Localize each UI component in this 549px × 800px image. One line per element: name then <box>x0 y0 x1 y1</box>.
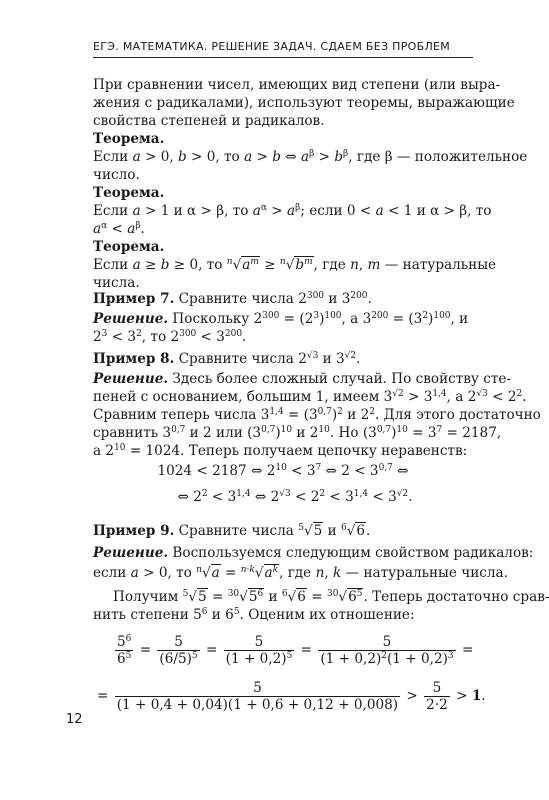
theorem-2-title: Теорема. <box>93 185 165 201</box>
theorem-3-line-2: числа. <box>93 275 140 291</box>
theorem-2-line-2: $a^\alpha < a^\beta$. <box>93 221 145 237</box>
intro-line-2: жения с радикалами), используют теоремы, выражающие <box>93 95 515 111</box>
example-9-equation-2: = $\frac{5}{(1 + 0,4 + 0,04)(1 + 0,6 + 0,12 + 0,008)}$ > $\frac{5}{2\cdot 2}$ > 1. <box>97 680 486 713</box>
example-7-solution-line-2: $2^3 < 3^2$, то $2^{300} < 3^{200}$. <box>93 329 247 345</box>
example-8-line-4: сравнить 3$^{0,7}$ и 2 или $(3^{0,7})^{10}$ и $2^{10}$. Но $(3^{0,7})^{10} = 3^7 = 2187$, <box>93 425 502 441</box>
example-8-line-1: Решение. Здесь более сложный случай. По свойству сте- <box>93 371 512 387</box>
theorem-1-line-2: число. <box>93 167 140 183</box>
example-9-line-4: нить степени $5^6$ и $6^5$. Оценим их отношение: <box>93 607 415 623</box>
example-8-chain-2: ⇔ $2^2 < 3^{1,4}$ ⇔ $2^{√3} < 2^2 < 3^{1,4} < 3^{√2}$. <box>177 489 413 505</box>
example-8-line-2: пеней с основанием, большим 1, имеем $3^{√2} > 3^{1,4}$, а $2^{√3} < 2^2$. <box>93 389 527 405</box>
example-9-line-3: Получим $^5√5 = ^{30}√5^6$ и $^6√6 = ^{30}√6^5$. Теперь достаточно срав- <box>113 589 549 605</box>
theorem-1-line-1: Если a > 0, b > 0, то a > b ⇔ $a^\beta > b^\beta$, где β — положительное <box>93 149 528 165</box>
theorem-2-line-1: Если a > 1 и α > β, то $a^\alpha > a^\beta$; если 0 < a < 1 и α > β, то <box>93 203 492 219</box>
page-number: 12 <box>66 712 83 727</box>
example-8-line-5: а $2^{10} = 1024$. Теперь получаем цепочку неравенств: <box>93 443 468 459</box>
example-8-line-3: Сравним теперь числа $3^{1,4} = (3^{0,7})^2$ и $2^2$. Для этого достаточно <box>93 407 541 423</box>
running-header: ЕГЭ. МАТЕМАТИКА. РЕШЕНИЕ ЗАДАЧ. СДАЕМ БЕЗ ПРОБЛЕМ <box>93 40 451 53</box>
example-9-line-1: Решение. Воспользуемся следующим свойством радикалов: <box>93 545 534 561</box>
theorem-3-title: Теорема. <box>93 239 165 255</box>
example-8-title: Пример 8. Сравните числа $2^{√3}$ и $3^{√2}$. <box>93 351 361 367</box>
example-7-solution-line-1: Решение. Поскольку $2^{300} = (2^3)^{100}$, а $3^{200} = (3^2)^{100}$, и <box>93 311 469 327</box>
example-7-title: Пример 7. Сравните числа $2^{300}$ и $3^{200}$. <box>93 291 372 307</box>
intro-line-1: При сравнении чисел, имеющих вид степени (или выра- <box>93 77 501 93</box>
theorem-1-title: Теорема. <box>93 131 165 147</box>
example-8-chain-1: 1024 < 2187 ⇔ $2^{10} < 3^7$ ⇔ $2 < 3^{0,7}$ ⇔ <box>157 463 409 479</box>
header-rule <box>93 57 473 58</box>
intro-line-3: свойства степеней и радикалов. <box>93 113 325 129</box>
example-9-equation-1: $\frac{5^6}{6^5}$ = $\frac{5}{(6/5)^5}$ = $\frac{5}{(1 + 0,2)^5}$ = $\frac{5}{(1 + 0,2)^2(1 + 0,2)^3}$ = <box>117 634 474 667</box>
example-9-line-2: если a > 0, то $^n√a = ^{n\cdot k}√a^k$, где n, k — натуральные числа. <box>93 565 508 581</box>
example-9-title: Пример 9. Сравните числа $^5$√5 и $^6$√6. <box>93 523 371 539</box>
theorem-3-line-1: Если a ≥ b ≥ 0, то $^n√a^m \ge ^n√b^m$, где n, m — натуральные <box>93 257 497 273</box>
